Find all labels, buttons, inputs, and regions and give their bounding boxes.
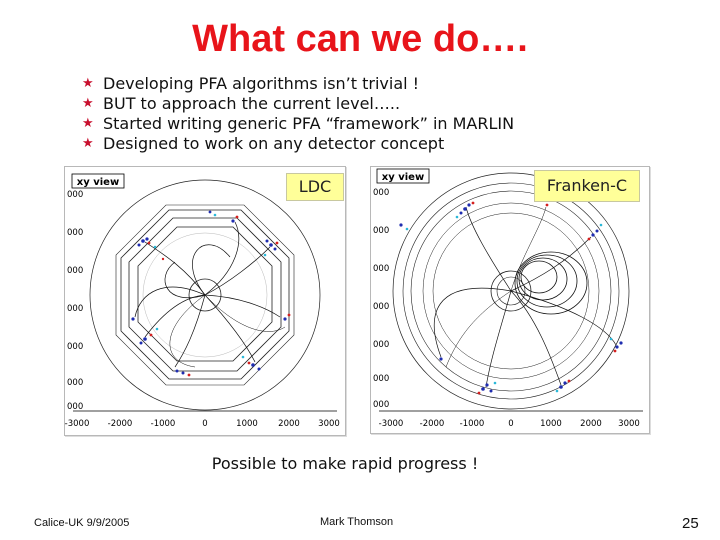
franken-c-xy-plot: [371, 167, 649, 433]
x-tick-label: -3000: [65, 419, 90, 429]
ldc-xy-plot: [65, 167, 345, 435]
x-tick-label: -1000: [459, 419, 485, 429]
bullet-text: Designed to work on any detector concept: [103, 134, 445, 153]
x-tick-label: -2000: [107, 419, 133, 429]
franken-c-event-display: [370, 166, 650, 434]
y-tick-label: 000: [373, 188, 390, 198]
y-tick-label: 000: [67, 378, 84, 388]
x-tick-label: 1000: [236, 419, 258, 429]
ldc-event-display: [64, 166, 346, 436]
y-tick-label: 000: [373, 340, 390, 350]
x-tick-label: 3000: [618, 419, 640, 429]
bullet-text: Started writing generic PFA “framework” in MARLIN: [103, 114, 515, 133]
bullet-item: [82, 94, 514, 114]
x-tick-label: 3000: [318, 419, 340, 429]
bullet-text: Developing PFA algorithms isn’t trivial !: [103, 74, 420, 93]
star-icon: ★: [82, 136, 94, 151]
star-icon: ★: [82, 96, 94, 111]
y-tick-label: 000: [373, 226, 390, 236]
bullet-list: [82, 74, 514, 154]
page-number: 25: [682, 515, 699, 532]
view-label: xy view: [76, 177, 120, 188]
bullet-item: [82, 134, 514, 154]
caption: Possible to make rapid progress !: [211, 454, 479, 473]
x-tick-label: 2000: [580, 419, 602, 429]
star-icon: ★: [82, 76, 94, 91]
bullet-text: BUT to approach the current level…..: [103, 94, 401, 113]
y-tick-label: 000: [373, 400, 390, 410]
ldc-tag: LDC: [286, 173, 344, 201]
view-label: xy view: [381, 172, 425, 183]
y-tick-label: 000: [67, 228, 84, 238]
y-tick-label: 000: [373, 264, 390, 274]
y-tick-label: 000: [67, 190, 84, 200]
footer-left: Calice-UK 9/9/2005: [34, 517, 130, 529]
x-tick-label: -2000: [419, 419, 445, 429]
x-tick-label: 0: [508, 419, 514, 429]
slide-title: What can we do….: [192, 18, 528, 60]
x-tick-label: 2000: [278, 419, 300, 429]
bullet-item: [82, 74, 514, 94]
x-tick-label: -1000: [150, 419, 176, 429]
y-tick-label: 000: [67, 402, 84, 412]
footer-center: Mark Thomson: [320, 516, 394, 528]
franken-c-tag: Franken-C: [534, 170, 640, 202]
bullet-item: [82, 114, 514, 134]
star-icon: ★: [82, 116, 94, 131]
y-tick-label: 000: [373, 302, 390, 312]
x-tick-label: 1000: [540, 419, 562, 429]
y-tick-label: 000: [67, 266, 84, 276]
y-tick-label: 000: [373, 374, 390, 384]
x-tick-label: -3000: [378, 419, 404, 429]
y-tick-label: 000: [67, 342, 84, 352]
x-tick-label: 0: [202, 419, 208, 429]
y-tick-label: 000: [67, 304, 84, 314]
